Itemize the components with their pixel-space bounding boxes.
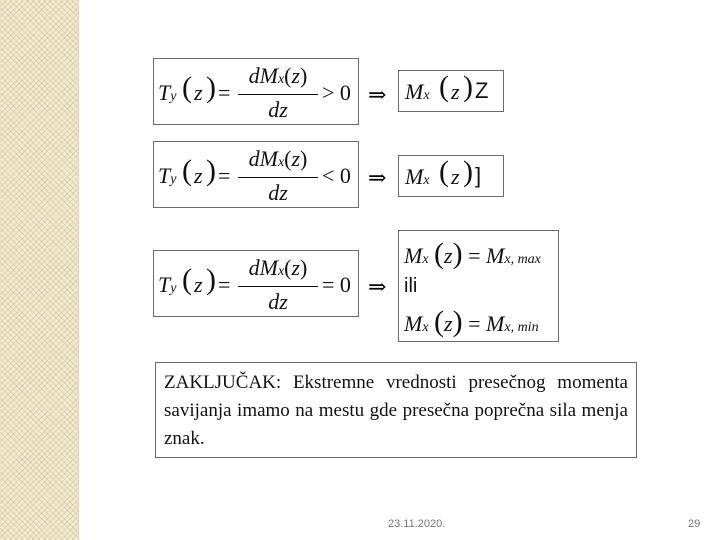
equation-box-negative: Ty ( z ) = dMx(z) dz < 0 — [153, 141, 359, 208]
result-box-decreasing: Mx ( z ) ] — [398, 155, 504, 197]
derivative-fraction: dMx(z) dz — [238, 144, 318, 206]
derivative-fraction: dMx(z) dz — [238, 61, 318, 123]
implies-arrow: ⇒ — [368, 165, 387, 190]
equals-sign: = — [218, 80, 231, 105]
equation-box-zero: Ty ( z ) = dMx(z) dz = 0 — [153, 250, 359, 317]
footer-date: 23.11.2020. — [388, 518, 446, 530]
min-condition: Mx (z) = Mx, min — [404, 305, 539, 338]
equation-box-positive: Ty ( z ) = dMx(z) dz > 0 — [153, 58, 359, 125]
relation: > 0 — [322, 80, 351, 105]
implies-arrow: ⇒ — [368, 82, 387, 107]
extrema-box — [398, 230, 559, 342]
argument: z — [194, 80, 203, 105]
conclusion-box: ZAKLJUČAK: Ekstremne vrednosti presečnog momenta savijanja imamo na mestu gde presečna poprečna sila menja znak. — [155, 362, 637, 458]
decorative-sidebar — [0, 0, 79, 540]
decreasing-trend: ] — [475, 163, 482, 188]
relation: = 0 — [322, 272, 351, 297]
close-paren: ) — [206, 71, 216, 104]
increasing-trend: Z — [475, 78, 489, 103]
result-box-increasing: Mx ( z ) Z — [398, 70, 504, 112]
or-label: ili — [404, 275, 418, 297]
derivative-fraction: dMx(z) dz — [238, 253, 318, 315]
max-condition: Mx (z) = Mx, max — [404, 237, 541, 270]
implies-arrow: ⇒ — [368, 274, 387, 299]
page-number: 29 — [688, 518, 701, 530]
shear-force-symbol: T — [158, 80, 171, 105]
open-paren: ( — [182, 71, 192, 104]
relation: < 0 — [322, 163, 351, 188]
